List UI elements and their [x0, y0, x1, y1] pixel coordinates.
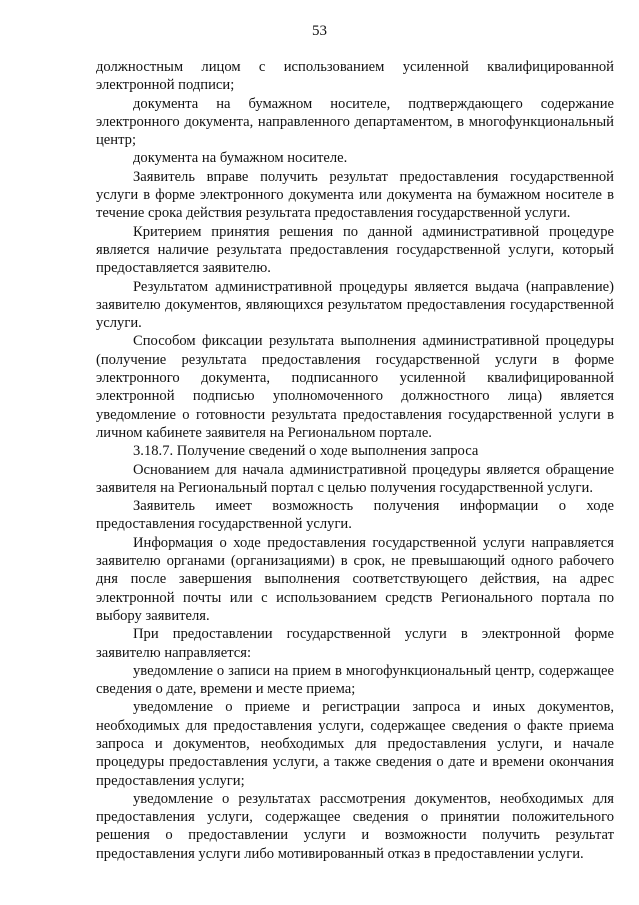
paragraph-12: При предоставлении государственной услуги в электронной форме заявителю направляется: [96, 626, 614, 661]
paragraph-13: уведомление о записи на прием в многофункциональный центр, содержащее сведения о дате, времени и месте приема; [96, 662, 614, 698]
paragraph-5: Критерием принятия решения по данной административной процедуре является наличие результата предоставления государственной услуги, который предоставляется заявителю. [96, 223, 614, 277]
paragraph-6: Результатом административной процедуры является выдача (направление) заявителю документов, являющихся результатом предоставления государственной услуги. [96, 278, 614, 332]
paragraph-7: Способом фиксации результата выполнения административной процедуры (получение результата предоставления государственной услуги в форме электронного документа, подписанного усиленной квалифицированной электронной подписью уполномоченного должностного лица) является уведомление о готовности результата предоставления государственной услуги в личном кабинете заявителя на Региональном портале. [96, 333, 614, 441]
paragraph-2: документа на бумажном носителе, подтверждающего содержание электронного документа, направленного департаментом, в многофункциональный центр; [96, 95, 614, 149]
paragraph-9: Основанием для начала административной процедуры является обращение заявителя на Региональный портал с целью получения государственной услуги. [96, 461, 614, 496]
section-heading-3-18-7: 3.18.7. Получение сведений о ходе выполнения запроса [133, 443, 479, 460]
document-body [96, 58, 614, 863]
paragraph-14: уведомление о приеме и регистрации запроса и иных документов, необходимых для предоставления услуги, содержащее сведения о факте приема запроса и документов, необходимых для предоставления услуги, и начале процедуры предоставления услуги, а также сведения о дате и времени окончания предоставления услуги; [96, 699, 614, 789]
paragraph-11: Информация о ходе предоставления государственной услуги направляется заявителю органами (организациями) в срок, не превышающий одного рабочего дня после завершения выполнения соответствующего действия, на адрес электронной почты или с использованием средств Регионального портала по выбору заявителя. [96, 534, 614, 624]
paragraph-15: уведомление о результатах рассмотрения документов, необходимых для предоставления услуги, содержащее сведения о принятии положительного решения о предоставлении услуги и возможности получить результат предоставления услуги либо мотивированный отказ в предоставлении услуги. [96, 790, 614, 862]
paragraph-10: Заявитель имеет возможность получения информации о ходе предоставления государственной услуги. [96, 498, 614, 533]
paragraph-3: документа на бумажном носителе. [133, 150, 348, 167]
paragraph-1: должностным лицом с использованием усиленной квалифицированной электронной подписи; [96, 59, 614, 94]
page-number: 53 [312, 23, 327, 39]
paragraph-4: Заявитель вправе получить результат предоставления государственной услуги в форме электронного документа или документа на бумажном носителе в течение срока действия результата предоставления государственной услуги. [96, 168, 614, 222]
